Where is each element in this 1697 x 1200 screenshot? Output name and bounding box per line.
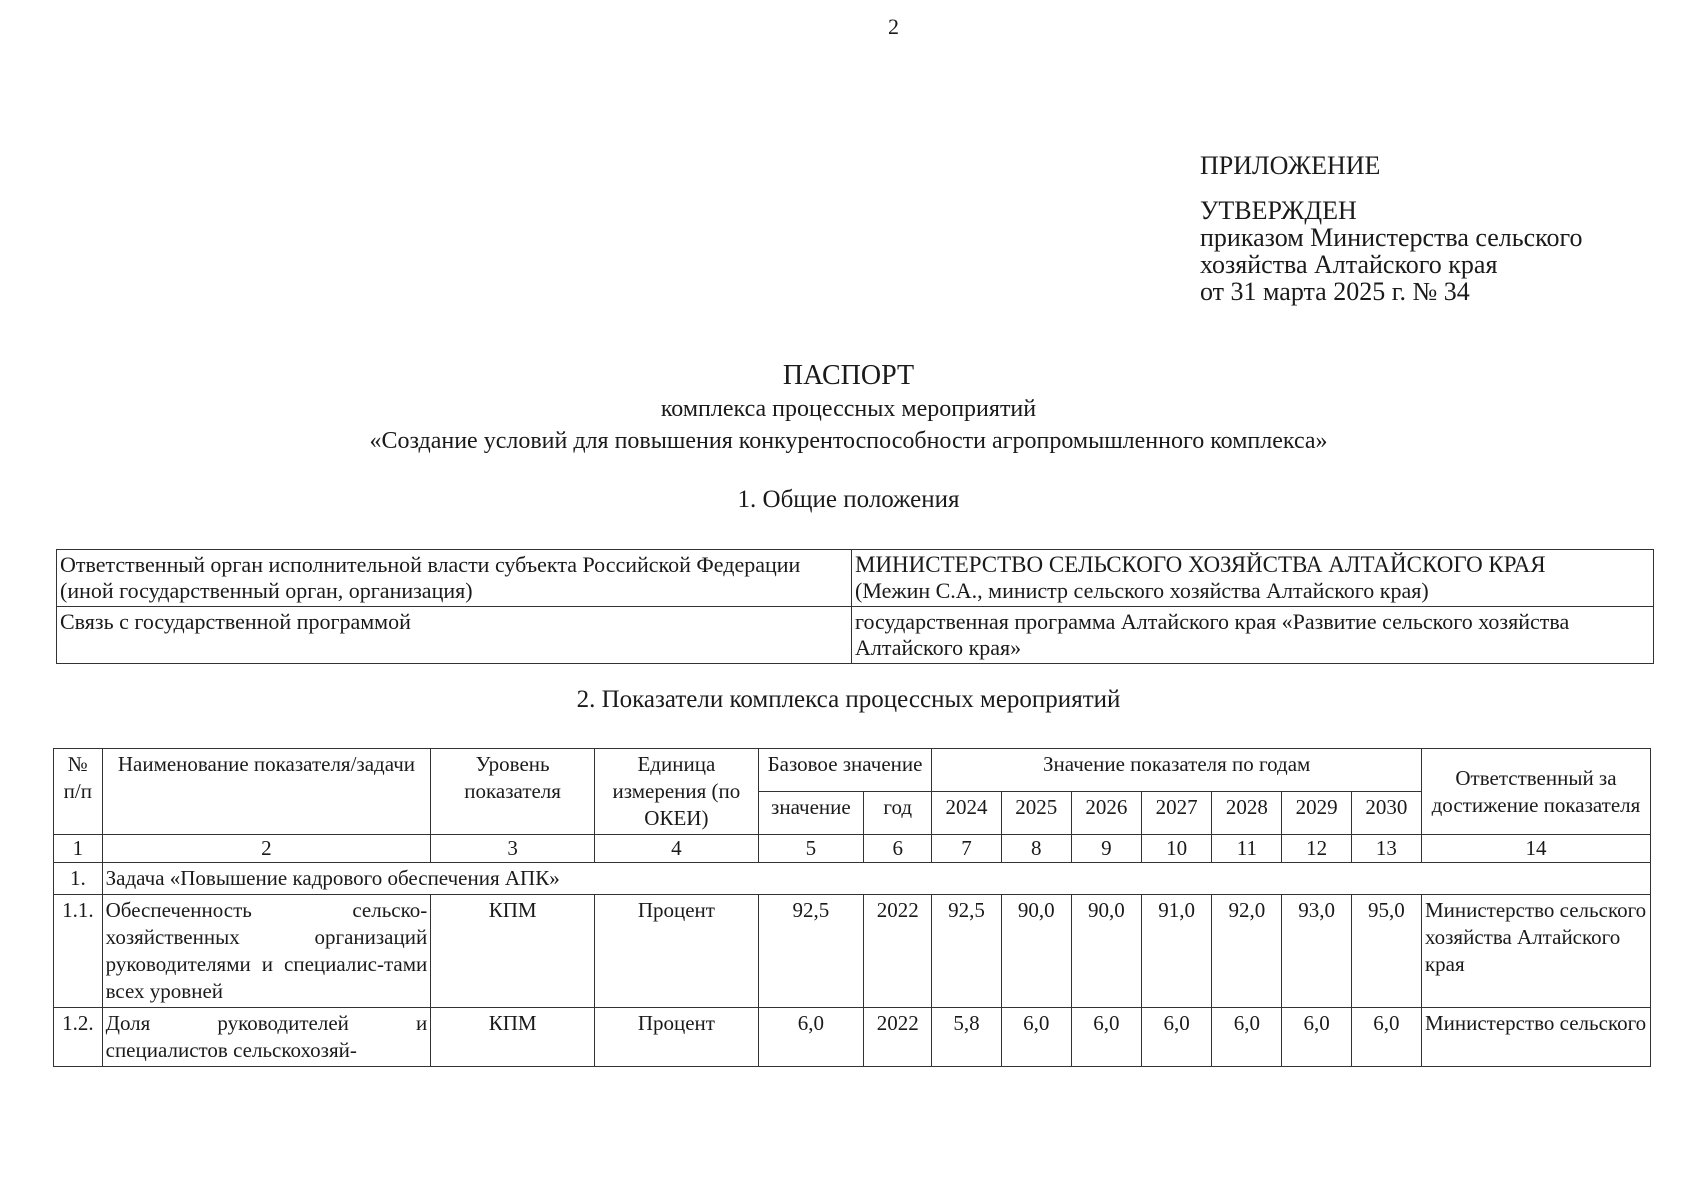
indicator-level: КПМ [431, 1008, 595, 1067]
approved-label: УТВЕРЖДЕН [1200, 196, 1357, 225]
responsible-body-label: Ответственный орган исполнительной власти субъекта Российской Федерации (иной государственный орган, организация) [57, 550, 852, 607]
value-2027: 6,0 [1142, 1008, 1212, 1067]
approval-line-1: приказом Министерства сельского [1200, 223, 1583, 252]
value-2024: 92,5 [932, 895, 1001, 1008]
header-responsible: Ответственный за достижение показателя [1421, 749, 1650, 835]
value-2029: 6,0 [1282, 1008, 1351, 1067]
complex-name: «Создание условий для повышения конкурентоспособности агропромышленного комплекса» [369, 428, 1328, 454]
base-year: 2022 [864, 895, 932, 1008]
header-base-value: значение [758, 792, 863, 835]
header-by-years: Значение показателя по годам [932, 749, 1422, 792]
header-name: Наименование показателя/задачи [102, 749, 431, 835]
value-2024: 5,8 [932, 1008, 1001, 1067]
indicator-name: Обеспеченность сельско-хозяйственных организаций руководителями и специалис-тами всех уровней [102, 895, 431, 1008]
base-value: 6,0 [758, 1008, 863, 1067]
task-text: Задача «Повышение кадрового обеспечения АПК» [102, 863, 1650, 895]
base-year: 2022 [864, 1008, 932, 1067]
column-number: 14 [1421, 835, 1650, 863]
approval-line-2: хозяйства Алтайского края [1200, 250, 1498, 279]
minister-note: (Межин С.А., министр сельского хозяйства Алтайского края) [855, 578, 1429, 603]
column-number: 3 [431, 835, 595, 863]
responsible-body-value [852, 550, 1654, 607]
header-year-2024: 2024 [932, 792, 1001, 835]
value-2030: 6,0 [1351, 1008, 1421, 1067]
column-number: 10 [1142, 835, 1212, 863]
approval-line-3: от 31 марта 2025 г. № 34 [1200, 277, 1470, 306]
value-2027: 91,0 [1142, 895, 1212, 1008]
program-link-label: Связь с государственной программой [57, 607, 852, 664]
indicator-level: КПМ [431, 895, 595, 1008]
column-number: 4 [595, 835, 759, 863]
value-2025: 6,0 [1001, 1008, 1071, 1067]
value-2029: 93,0 [1282, 895, 1351, 1008]
document-subtitle: комплекса процессных мероприятий [660, 396, 1037, 422]
table-row [54, 895, 1651, 1008]
table-row [57, 607, 1654, 664]
indicator-unit: Процент [595, 1008, 759, 1067]
value-2026: 90,0 [1071, 895, 1141, 1008]
header-year-2025: 2025 [1001, 792, 1071, 835]
header-row [54, 749, 1651, 792]
table-row [54, 1008, 1651, 1067]
header-year-2028: 2028 [1212, 792, 1282, 835]
column-number: 11 [1212, 835, 1282, 863]
page-number: 2 [888, 14, 899, 39]
responsible-party: Министерство сельского хозяйства Алтайского края [1421, 895, 1650, 1008]
task-row [54, 863, 1651, 895]
column-number: 7 [932, 835, 1001, 863]
header-num: № п/п [54, 749, 103, 835]
value-2030: 95,0 [1351, 895, 1421, 1008]
column-number: 13 [1351, 835, 1421, 863]
row-number: 1.2. [54, 1008, 103, 1067]
general-provisions-table [56, 549, 1654, 664]
program-link-value: государственная программа Алтайского края «Развитие сельского хозяйства Алтайского края» [852, 607, 1654, 664]
value-2028: 6,0 [1212, 1008, 1282, 1067]
row-number: 1.1. [54, 895, 103, 1008]
indicators-table [53, 748, 1651, 1067]
column-number: 12 [1282, 835, 1351, 863]
header-base-year: год [864, 792, 932, 835]
column-number: 5 [758, 835, 863, 863]
header-year-2029: 2029 [1282, 792, 1351, 835]
ministry-name: МИНИСТЕРСТВО СЕЛЬСКОГО ХОЗЯЙСТВА АЛТАЙСКОГО КРАЯ [855, 552, 1546, 577]
header-year-2026: 2026 [1071, 792, 1141, 835]
header-year-2030: 2030 [1351, 792, 1421, 835]
section-1-heading: 1. Общие положения [737, 486, 960, 513]
value-2026: 6,0 [1071, 1008, 1141, 1067]
indicator-name: Доля руководителей и специалистов сельскохозяй- [102, 1008, 431, 1067]
base-value: 92,5 [758, 895, 863, 1008]
responsible-party: Министерство сельского [1421, 1008, 1650, 1067]
column-number: 6 [864, 835, 932, 863]
task-number: 1. [54, 863, 103, 895]
appendix-label: ПРИЛОЖЕНИЕ [1200, 151, 1381, 180]
value-2025: 90,0 [1001, 895, 1071, 1008]
header-unit: Единица измерения (по ОКЕИ) [595, 749, 759, 835]
column-number: 1 [54, 835, 103, 863]
table-row [57, 550, 1654, 607]
header-base: Базовое значение [758, 749, 932, 792]
header-level: Уровень показателя [431, 749, 595, 835]
column-number: 2 [102, 835, 431, 863]
approval-stamp [1200, 152, 1582, 305]
column-number: 8 [1001, 835, 1071, 863]
column-numbers-row [54, 835, 1651, 863]
section-2-heading: 2. Показатели комплекса процессных мероприятий [576, 686, 1121, 713]
header-year-2027: 2027 [1142, 792, 1212, 835]
value-2028: 92,0 [1212, 895, 1282, 1008]
column-number: 9 [1071, 835, 1141, 863]
indicator-unit: Процент [595, 895, 759, 1008]
document-title: ПАСПОРТ [782, 360, 915, 391]
